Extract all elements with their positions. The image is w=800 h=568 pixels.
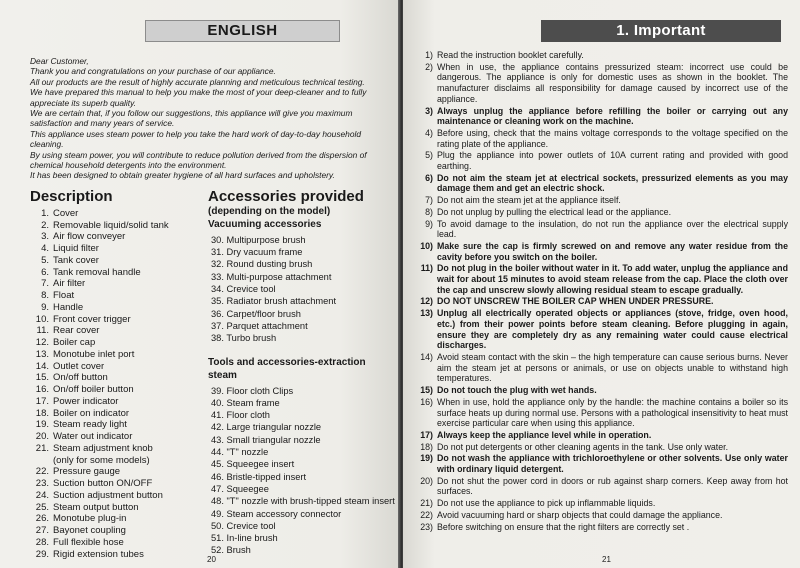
steam-accessory-item: 46. Bristle-tipped insert <box>211 471 307 482</box>
item-number: 23) <box>420 521 433 532</box>
item-text: Do not unplug by pulling the electrical lead or the appliance. <box>437 206 672 217</box>
item-text: Do not aim the steam jet at electrical sockets, pressurized elements as you may damage them and get an electric shock. <box>437 172 788 194</box>
intro-line: This appliance uses steam power to help you take the hard work of day-to-day household cleaning. <box>30 128 362 150</box>
item-text: Do not shut the power cord in doors or rub against sharp corners. Keep away from hot surfaces. <box>437 475 788 497</box>
item-number: 16) <box>420 396 433 407</box>
important-item <box>416 397 788 429</box>
vacuum-accessory-item: 35. Radiator brush attachment <box>211 296 337 307</box>
important-item <box>416 385 788 396</box>
item-number: 12. <box>35 337 49 349</box>
steam-heading-line: steam <box>208 369 237 381</box>
item-label: Tank removal handle <box>53 266 141 278</box>
vacuum-accessory-item: 32. Round dusting brush <box>211 259 313 270</box>
item-number: 2. <box>41 219 49 231</box>
item-number: 18) <box>420 441 433 452</box>
item-number: 6) <box>425 172 433 183</box>
item-text: Before switching on ensure that the right filters are correctly set . <box>437 521 690 532</box>
important-item <box>416 50 788 61</box>
item-text: To avoid damage to the insulation, do not run the appliance over the electrical supply lead. <box>437 218 788 240</box>
description-item <box>30 455 208 467</box>
item-number: 18. <box>35 407 49 419</box>
description-item <box>30 208 208 220</box>
item-text: When in use, the appliance contains pressurized steam: incorrect use could be dangerous. The appliance is only for domestic uses as shown in the booklet. The manufacturer disclaims all responsibility for damage caused by incorrect use of the appliance. <box>437 61 788 104</box>
vacuum-accessory-item: 37. Parquet attachment <box>211 320 308 331</box>
item-number: 28. <box>35 536 49 548</box>
steam-accessory-item: 49. Steam accessory connector <box>211 508 342 519</box>
item-text: Do not touch the plug with wet hands. <box>437 385 597 396</box>
item-label: On/off boiler button <box>53 384 134 396</box>
vacuum-accessories-list <box>211 234 388 345</box>
important-list <box>416 50 788 532</box>
item-number: 26. <box>35 513 49 525</box>
accessories-subheading: (depending on the model) <box>208 205 331 217</box>
item-label: (only for some models) <box>53 454 150 466</box>
item-label: Monotube inlet port <box>53 348 135 360</box>
item-text: Always keep the appliance level while in operation. <box>437 429 652 440</box>
item-number: 12) <box>420 296 433 307</box>
item-text: Do not plug in the boiler without water in it. To add water, unplug the appliance and wait for about 15 minutes to avoid steam release from the cap. Place the cloth over the cap and unscrew slowly allowing residual steam to escape gradually. <box>437 263 788 295</box>
description-item <box>30 231 208 243</box>
item-number: 24. <box>35 489 49 501</box>
intro-text <box>30 56 388 181</box>
description-item <box>30 267 208 279</box>
item-label: Pressure gauge <box>53 466 121 478</box>
important-item <box>416 241 788 262</box>
item-label: Handle <box>53 301 84 313</box>
important-item <box>416 352 788 384</box>
item-number: 6. <box>41 266 49 278</box>
item-number: 4. <box>41 243 49 255</box>
item-label: Power indicator <box>53 395 119 407</box>
item-number: 13. <box>35 348 49 360</box>
important-item <box>416 296 788 307</box>
steam-accessory-item: 52. Brush <box>211 545 251 556</box>
vacuum-accessory-item: 33. Multi-purpose attachment <box>211 271 332 282</box>
description-item <box>30 325 208 337</box>
important-item <box>416 207 788 218</box>
item-text: Do not put detergents or other cleaning agents in the tank. Use only water. <box>437 441 729 452</box>
page-number: 20 <box>207 555 216 564</box>
item-number: 21. <box>35 442 49 454</box>
item-number: 9) <box>425 218 433 229</box>
intro-line: We have prepared this manual to help you make the most of your deep-cleaner and to fully appreciate its superb quality. <box>30 87 367 108</box>
description-item <box>30 243 208 255</box>
steam-accessories-list <box>211 385 395 557</box>
steam-accessory-item: 43. Small triangular nozzle <box>211 434 321 445</box>
item-number: 25. <box>35 501 49 513</box>
item-number: 17. <box>35 395 49 407</box>
item-number: 10. <box>35 313 49 325</box>
description-column <box>30 189 208 561</box>
steam-accessory-item: 50. Crevice tool <box>211 520 276 531</box>
item-number: 8) <box>425 206 433 217</box>
steam-heading <box>208 356 388 382</box>
description-item <box>30 408 208 420</box>
item-text: Read the instruction booklet carefully. <box>437 50 584 60</box>
important-item <box>416 263 788 295</box>
intro-line: By using steam power, you will contribute to reduce pollution derived from the dispersion of chemical household detergents into the environment. <box>30 149 367 171</box>
accessories-column <box>208 187 395 561</box>
item-label: Steam output button <box>53 501 139 513</box>
important-item <box>416 219 788 240</box>
item-number: 1) <box>425 50 433 60</box>
item-number: 3. <box>41 231 49 243</box>
item-label: On/off button <box>53 372 108 384</box>
item-text: Do not use the appliance to pick up inflammable liquids. <box>437 498 656 509</box>
item-number: 14. <box>35 360 49 372</box>
item-number: 23. <box>35 478 49 490</box>
item-text: Always unplug the appliance before refilling the boiler or carrying out any maintenance or cleaning work on the machine. <box>437 105 788 127</box>
important-item <box>416 195 788 206</box>
item-number: 14) <box>420 351 433 362</box>
vacuum-accessory-item: 34. Crevice tool <box>211 284 276 295</box>
language-heading: ENGLISH <box>145 20 340 42</box>
item-label: Rear cover <box>53 325 100 337</box>
item-text: DO NOT UNSCREW THE BOILER CAP WHEN UNDER PRESSURE. <box>437 296 714 307</box>
important-item <box>416 498 788 509</box>
item-number: 22) <box>420 509 433 520</box>
item-number: 10) <box>420 240 433 251</box>
important-heading: 1. Important <box>541 20 781 42</box>
important-item <box>416 62 788 105</box>
intro-line: All our products are the result of highly accurate planning and meticulous technical testing. <box>30 76 365 87</box>
steam-accessory-item: 44. "T" nozzle <box>211 447 269 458</box>
item-label: Bayonet coupling <box>53 525 126 537</box>
important-item <box>416 522 788 533</box>
item-label: Air flow conveyer <box>53 231 126 243</box>
item-label: Front cover trigger <box>53 313 131 325</box>
item-text: Do not wash the appliance with trichloroethylene or other solvents. Use only water with ordinary liquid detergent. <box>437 453 788 475</box>
item-number: 5) <box>425 150 433 161</box>
item-number: 20. <box>35 431 49 443</box>
steam-accessory-item: 42. Large triangular nozzle <box>211 422 322 433</box>
item-number: 16. <box>35 384 49 396</box>
description-item <box>30 419 208 431</box>
item-number: 19) <box>420 453 433 464</box>
item-text: When in use, hold the appliance only by the handle: the machine contains a boiler so its surface heats up during normal use. Persons with a pathological insensitivity to heat must exercise particular care when using this appliance. <box>437 396 788 429</box>
description-item <box>30 466 208 478</box>
steam-accessory-item: 51. In-line brush <box>211 533 278 544</box>
item-text: Unplug all electrically operated objects or appliances (stove, fridge, oven hood, etc.) from their power points before steam cleaning. Before plugging in again, ensure they are completely dry as any remaining water could cause electrical discharges. <box>437 308 788 351</box>
item-number: 3) <box>425 105 433 116</box>
important-item <box>416 453 788 474</box>
description-item <box>30 513 208 525</box>
item-label: Liquid filter <box>53 243 99 255</box>
description-item <box>30 549 208 561</box>
important-item <box>416 476 788 497</box>
description-item <box>30 337 208 349</box>
important-item <box>416 308 788 351</box>
item-label: Suction adjustment button <box>53 489 163 501</box>
vacuum-accessory-item: 36. Carpet/floor brush <box>211 308 301 319</box>
right-page <box>403 0 800 568</box>
item-label: Steam ready light <box>53 419 127 431</box>
description-item <box>30 349 208 361</box>
item-number: 5. <box>41 254 49 266</box>
description-list <box>30 208 208 561</box>
accessories-heading: Accessories provided <box>208 187 364 205</box>
description-item <box>30 255 208 267</box>
steam-accessory-item: 40. Steam frame <box>211 397 280 408</box>
description-item <box>30 537 208 549</box>
description-item <box>30 525 208 537</box>
item-text: Plug the appliance into power outlets of 10A current rating and provided with good earthing. <box>437 150 788 172</box>
description-item <box>30 220 208 232</box>
important-item <box>416 173 788 194</box>
important-item <box>416 128 788 149</box>
item-number: 1. <box>41 207 49 219</box>
item-number: 8. <box>41 290 49 302</box>
description-heading: Description <box>30 187 113 205</box>
steam-accessory-item: 48. "T" nozzle with brush-tipped steam insert <box>211 496 395 507</box>
description-item <box>30 478 208 490</box>
item-label: Air filter <box>53 278 86 290</box>
item-number: 15. <box>35 372 49 384</box>
vacuum-accessory-item: 38. Turbo brush <box>211 333 277 344</box>
description-item <box>30 314 208 326</box>
item-number: 7) <box>425 195 433 206</box>
item-number: 21) <box>420 498 433 509</box>
item-number: 2) <box>425 61 433 72</box>
description-item <box>30 372 208 384</box>
vacuum-accessory-item: 30. Multipurpose brush <box>211 234 306 245</box>
intro-line: Dear Customer, <box>30 56 89 66</box>
important-item <box>416 510 788 521</box>
vacuum-heading: Vacuuming accessories <box>208 218 322 230</box>
item-label: Removable liquid/solid tank <box>53 219 169 231</box>
steam-accessory-item: 39. Floor cloth Clips <box>211 385 294 396</box>
item-number: 27. <box>35 525 49 537</box>
item-text: Make sure the cap is firmly screwed on and remove any water residue from the cavity before you switch on the boiler. <box>437 240 788 262</box>
item-text: Before using, check that the mains voltage corresponds to the voltage specified on the rating plate of the appliance. <box>437 127 788 149</box>
item-label: Water out indicator <box>53 431 133 443</box>
page-number: 21 <box>602 555 611 564</box>
item-label: Boiler cap <box>53 337 96 349</box>
description-item <box>30 396 208 408</box>
item-label: Steam adjustment knob <box>53 442 153 454</box>
item-label: Cover <box>53 207 79 219</box>
content-columns <box>30 187 395 561</box>
steam-accessory-item: 41. Floor cloth <box>211 410 270 421</box>
item-label: Full flexible hose <box>53 536 124 548</box>
description-item <box>30 443 208 455</box>
item-number: 11. <box>36 325 49 337</box>
item-number: 20) <box>420 475 433 486</box>
item-label: Rigid extension tubes <box>53 548 144 560</box>
item-number: 7. <box>41 278 49 290</box>
description-item <box>30 302 208 314</box>
item-text: Do not aim the steam jet at the appliance itself. <box>437 195 621 206</box>
item-label: Suction button ON/OFF <box>53 478 153 490</box>
intro-line: Thank you and congratulations on your purchase of our appliance. <box>30 66 276 77</box>
item-label: Float <box>53 290 75 302</box>
description-item <box>30 502 208 514</box>
description-item <box>30 384 208 396</box>
description-item <box>30 361 208 373</box>
item-label: Monotube plug-in <box>53 513 127 525</box>
item-label: Tank cover <box>53 254 99 266</box>
item-number: 13) <box>420 308 433 319</box>
item-label: Outlet cover <box>53 360 105 372</box>
item-number: 29. <box>35 548 49 560</box>
intro-line: It has been designed to obtain greater hygiene of all hard surfaces and upholstery. <box>30 170 335 181</box>
item-number: 11) <box>420 263 433 274</box>
item-number: 22. <box>35 466 49 478</box>
important-item <box>416 442 788 453</box>
steam-accessory-item: 45. Squeegee insert <box>211 459 295 470</box>
important-item <box>416 150 788 171</box>
item-text: Avoid vacuuming hard or sharp objects that could damage the appliance. <box>437 509 723 520</box>
description-item <box>30 431 208 443</box>
item-text: Avoid steam contact with the skin – the high temperature can cause serious burns. Never aim the steam jet at persons or animals, or use on objects unable to withstand high temperatures. <box>437 351 788 384</box>
intro-line: We are certain that, if you follow our suggestions, this appliance will give you maximum satisfaction and many years of service. <box>30 108 353 129</box>
important-item <box>416 106 788 127</box>
item-number: 9. <box>41 301 49 313</box>
item-number: 17) <box>420 429 433 440</box>
item-number: 19. <box>35 419 49 431</box>
item-number: 4) <box>425 127 433 138</box>
steam-accessory-item: 47. Squeegee <box>211 483 269 494</box>
vacuum-accessory-item: 31. Dry vacuum frame <box>211 247 303 258</box>
description-item <box>30 278 208 290</box>
description-item <box>30 490 208 502</box>
steam-heading-line: Tools and accessories-extraction <box>208 356 366 368</box>
important-item <box>416 430 788 441</box>
item-label: Boiler on indicator <box>53 407 130 419</box>
description-item <box>30 290 208 302</box>
item-number: 15) <box>420 385 433 396</box>
